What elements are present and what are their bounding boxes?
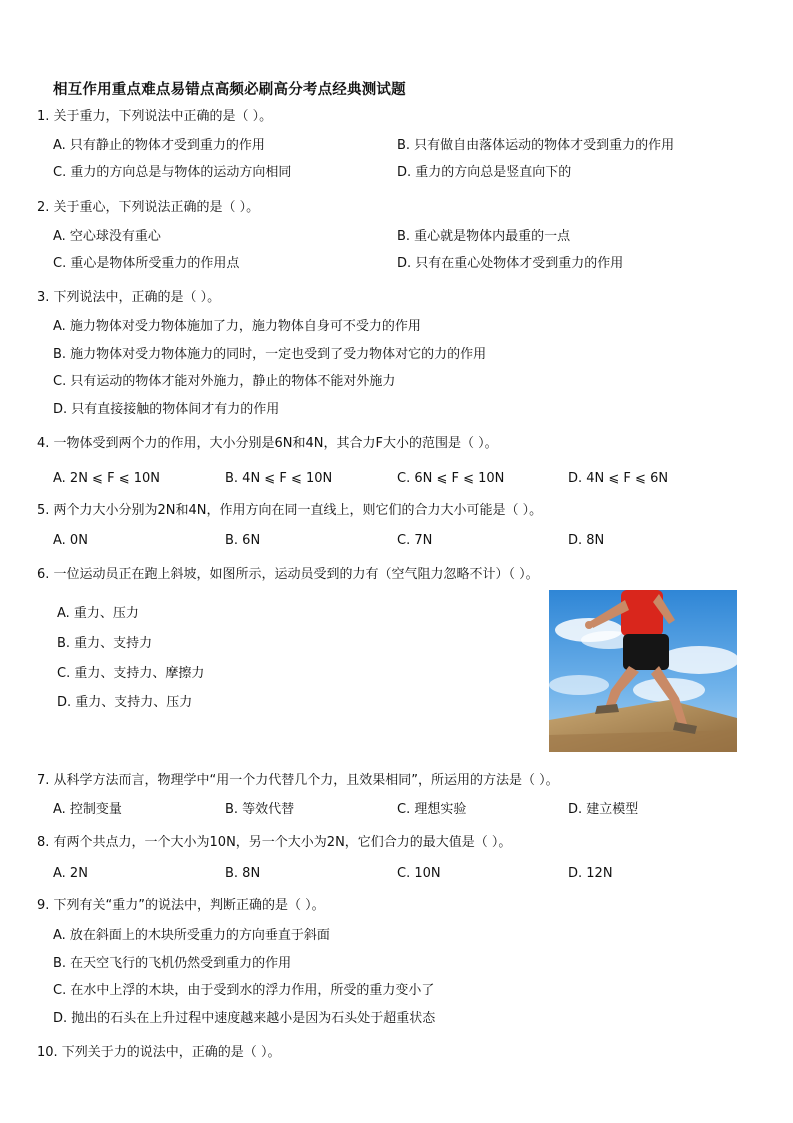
question-6-option-c: C. 重力、支持力、摩擦力 — [57, 666, 205, 681]
question-4-option-d: D. 4N ⩽ F ⩽ 6N — [568, 471, 669, 486]
question-4-option-c: C. 6N ⩽ F ⩽ 10N — [397, 471, 505, 486]
question-6-option-a: A. 重力、压力 — [57, 606, 139, 621]
question-5-stem: 5. 两个力大小分别为2N和4N，作用方向在同一直线上，则它们的合力大小可能是（ ）。 — [37, 503, 543, 518]
runner-on-slope-photo — [549, 590, 737, 752]
question-9-option-b: B. 在天空飞行的飞机仍然受到重力的作用 — [53, 956, 292, 971]
question-9-option-d: D. 抛出的石头在上升过程中速度越来越小是因为石头处于超重状态 — [53, 1011, 436, 1026]
question-1-option-d: D. 重力的方向总是竖直向下的 — [397, 165, 572, 180]
question-5-option-b: B. 6N — [225, 533, 261, 548]
question-3-option-d: D. 只有直接接触的物体间才有力的作用 — [53, 402, 280, 417]
question-3-option-c: C. 只有运动的物体才能对外施力，静止的物体不能对外施力 — [53, 374, 396, 389]
question-6-stem: 6. 一位运动员正在跑上斜坡，如图所示，运动员受到的力有（空气阻力忽略不计）（ ）。 — [37, 567, 539, 582]
question-4-option-a: A. 2N ⩽ F ⩽ 10N — [53, 471, 160, 486]
question-8-option-a: A. 2N — [53, 866, 88, 881]
question-3-stem: 3. 下列说法中，正确的是（ ）。 — [37, 290, 221, 305]
question-1-option-a: A. 只有静止的物体才受到重力的作用 — [53, 138, 265, 153]
question-7-option-d: D. 建立模型 — [568, 802, 639, 817]
question-3-option-b: B. 施力物体对受力物体施力的同时，一定也受到了受力物体对它的力的作用 — [53, 347, 487, 362]
question-6-option-b: B. 重力、支持力 — [57, 636, 153, 651]
question-8-option-d: D. 12N — [568, 866, 613, 881]
page-title: 相互作用重点难点易错点高频必刷高分考点经典测试题 — [53, 81, 406, 98]
question-8-option-c: C. 10N — [397, 866, 441, 881]
question-8-stem: 8. 有两个共点力，一个大小为10N，另一个大小为2N，它们合力的最大值是（ ）。 — [37, 835, 512, 850]
question-2-option-d: D. 只有在重心处物体才受到重力的作用 — [397, 256, 624, 271]
question-9-option-a: A. 放在斜面上的木块所受重力的方向垂直于斜面 — [53, 928, 330, 943]
question-1-option-c: C. 重力的方向总是与物体的运动方向相同 — [53, 165, 292, 180]
question-2-option-a: A. 空心球没有重心 — [53, 229, 161, 244]
question-1-stem: 1. 关于重力，下列说法中正确的是（ ）。 — [37, 109, 273, 124]
question-2-option-c: C. 重心是物体所受重力的作用点 — [53, 256, 240, 271]
question-4-option-b: B. 4N ⩽ F ⩽ 10N — [225, 471, 333, 486]
question-1-option-b: B. 只有做自由落体运动的物体才受到重力的作用 — [397, 138, 675, 153]
question-7-option-c: C. 理想实验 — [397, 802, 467, 817]
question-5-option-a: A. 0N — [53, 533, 88, 548]
question-8-option-b: B. 8N — [225, 866, 261, 881]
question-2-stem: 2. 关于重心，下列说法正确的是（ ）。 — [37, 200, 260, 215]
question-7-stem: 7. 从科学方法而言，物理学中“用一个力代替几个力，且效果相同”，所运用的方法是（ ）。 — [37, 773, 559, 788]
question-2-option-b: B. 重心就是物体内最重的一点 — [397, 229, 571, 244]
question-5-option-d: D. 8N — [568, 533, 605, 548]
question-6-option-d: D. 重力、支持力、压力 — [57, 695, 193, 710]
question-7-option-a: A. 控制变量 — [53, 802, 122, 817]
question-3-option-a: A. 施力物体对受力物体施加了力，施力物体自身可不受力的作用 — [53, 319, 421, 334]
question-7-option-b: B. 等效代替 — [225, 802, 295, 817]
question-4-stem: 4. 一物体受到两个力的作用，大小分别是6N和4N，其合力F大小的范围是（ ）。 — [37, 436, 498, 451]
question-5-option-c: C. 7N — [397, 533, 433, 548]
question-10-stem: 10. 下列关于力的说法中，正确的是（ ）。 — [37, 1045, 281, 1060]
question-9-option-c: C. 在水中上浮的木块，由于受到水的浮力作用，所受的重力变小了 — [53, 983, 435, 998]
question-9-stem: 9. 下列有关“重力”的说法中，判断正确的是（ ）。 — [37, 898, 325, 913]
